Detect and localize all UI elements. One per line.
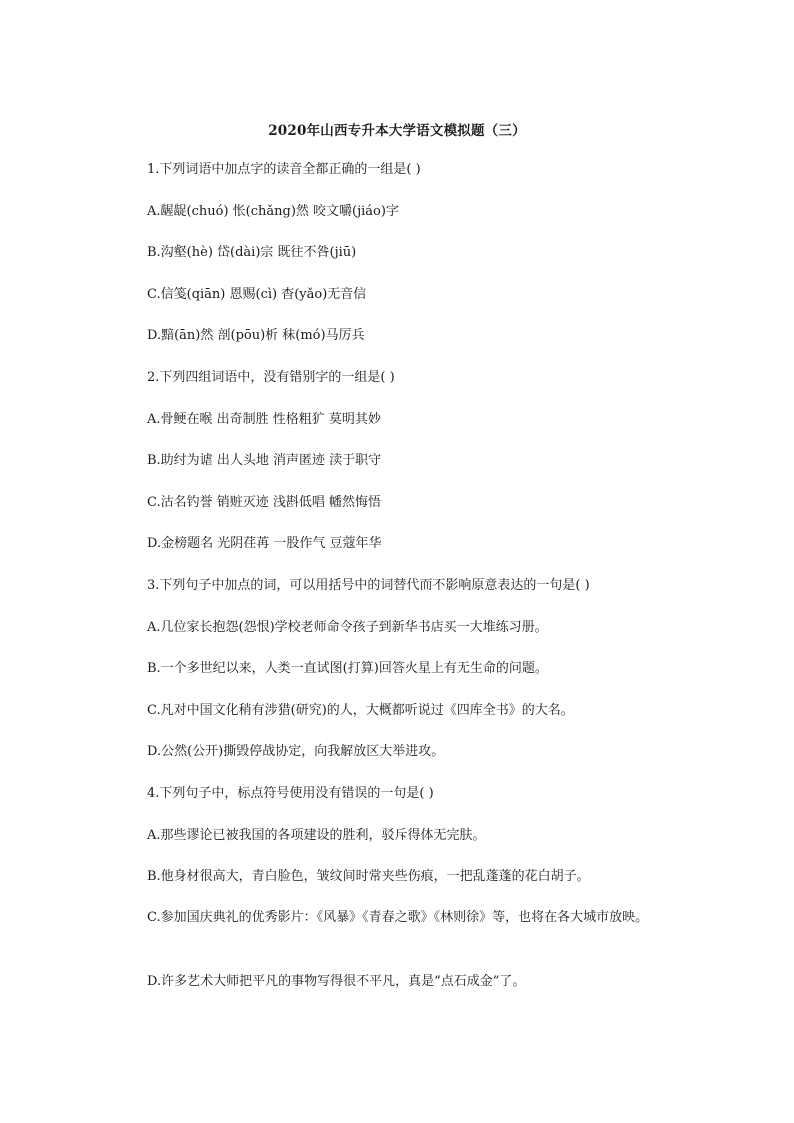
question-1-option-b: B.沟壑(hè) 岱(dài)宗 既往不咎(jiū) xyxy=(147,245,357,260)
question-4-option-b: B.他身材很高大，青白脸色，皱纹间时常夹些伤痕，一把乱蓬蓬的花白胡子。 xyxy=(147,869,590,884)
question-2-option-b: B.助纣为谑 出人头地 消声匿迹 渎于职守 xyxy=(147,453,382,468)
question-2-option-c: C.沽名钓誉 销赃灭迹 浅斟低唱 幡然悔悟 xyxy=(147,495,382,510)
question-2-stem: 2.下列四组词语中，没有错别字的一组是( ) xyxy=(147,370,395,385)
question-1-option-d: D.黯(ān)然 剖(pōu)析 秣(mó)马厉兵 xyxy=(147,328,365,343)
question-4-option-a: A.那些谬论已被我国的各项建设的胜利，驳斥得体无完肤。 xyxy=(147,828,486,843)
question-4-option-d: D.许多艺术大师把平凡的事物写得很不平凡，真是“点石成金”了。 xyxy=(147,974,526,989)
question-2-option-d: D.金榜题名 光阴荏苒 一股作气 豆蔻年华 xyxy=(147,536,382,551)
question-3-option-a: A.几位家长抱怨(怨恨)学校老师命令孩子到新华书店买一大堆练习册。 xyxy=(147,620,548,635)
question-4-option-c: C.参加国庆典礼的优秀影片：《风暴》《青春之歌》《林则徐》等，也将在各大城市放映。 xyxy=(147,910,649,925)
document-title: 2020年山西专升本大学语文模拟题（三） xyxy=(268,123,526,139)
question-3-option-c: C.凡对中国文化稍有涉猎(研究)的人，大概都听说过《四库全书》的大名。 xyxy=(147,703,574,718)
question-3-option-d: D.公然(公开)撕毁停战协定，向我解放区大举进攻。 xyxy=(147,744,445,759)
question-1-option-c: C.信笺(qiān) 恩赐(cì) 杳(yǎo)无音信 xyxy=(147,287,367,302)
question-1-option-a: A.龌龊(chuó) 怅(chǎng)然 咬文嚼(jiáo)字 xyxy=(147,204,399,219)
question-3-stem: 3.下列句子中加点的词，可以用括号中的词替代而不影响原意表达的一句是( ) xyxy=(147,578,590,593)
question-3-option-b: B.一个多世纪以来，人类一直试图(打算)回答火星上有无生命的问题。 xyxy=(147,661,548,676)
question-1-stem: 1.下列词语中加点字的读音全都正确的一组是( ) xyxy=(147,162,421,177)
question-4-stem: 4.下列句子中，标点符号使用没有错误的一句是( ) xyxy=(147,786,434,801)
question-2-option-a: A.骨鲠在喉 出奇制胜 性格粗犷 莫明其妙 xyxy=(147,412,381,427)
